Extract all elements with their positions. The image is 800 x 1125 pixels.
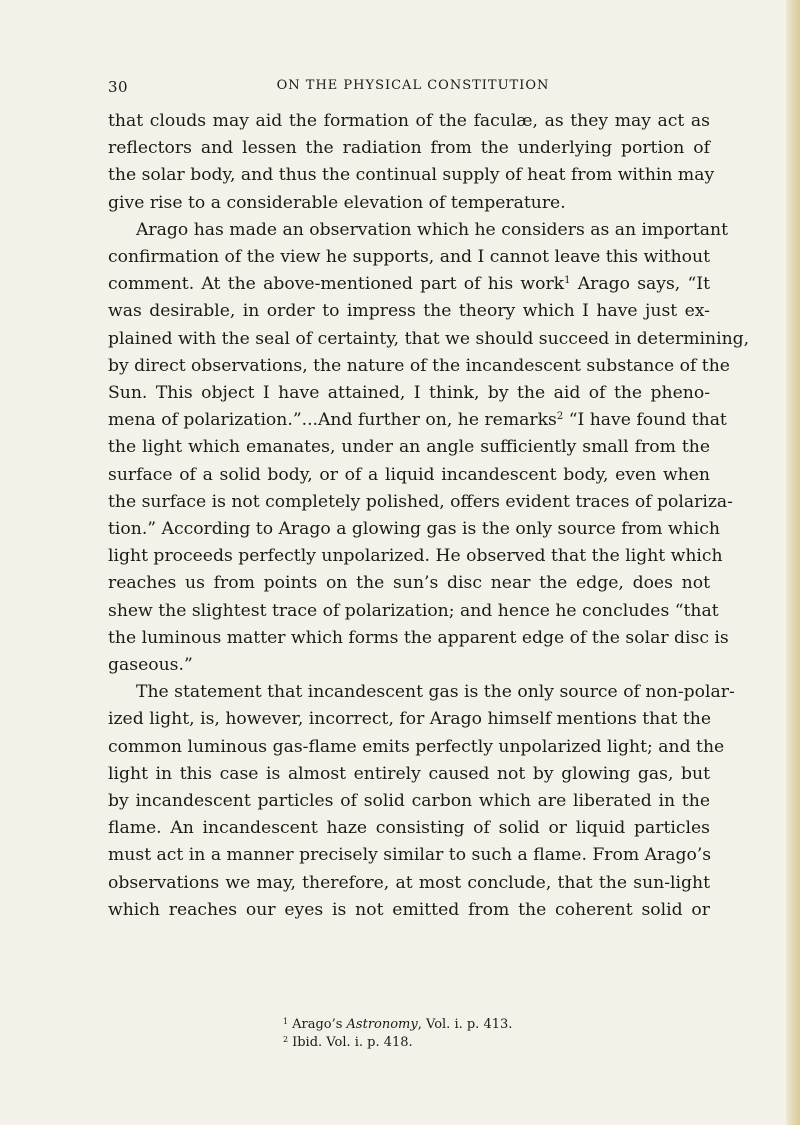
- text-line: the light which emanates, under an angle sufficiently small from the: [108, 437, 710, 458]
- text-line: gaseous.”: [108, 655, 193, 676]
- text-line: by direct observations, the nature of the incandescent substance of the: [108, 355, 730, 376]
- paragraph-start-line: Arago has made an observation which he considers as an important: [136, 219, 729, 240]
- text-line: common luminous gas-flame emits perfectly unpolarized light; and the: [108, 736, 725, 757]
- page-header: [108, 78, 718, 98]
- text-line: the luminous matter which forms the apparent edge of the solar disc is: [108, 627, 729, 648]
- text-line: must act in a manner precisely similar to such a flame. From Arago’s: [108, 845, 712, 866]
- page-number: 30: [108, 78, 129, 96]
- footnote-ref-2[interactable]: 2: [556, 411, 564, 423]
- text-line: Sun. This object I have attained, I think, by the aid of the pheno-: [108, 383, 710, 404]
- footnote-text: Ibid. Vol. i. p. 418.: [292, 1035, 413, 1050]
- text-line-with-footnote-ref: [108, 271, 710, 298]
- text-line: reflectors and lessen the radiation from the underlying portion of: [108, 138, 710, 159]
- text-line: which reaches our eyes is not emitted from the coherent solid or: [108, 899, 710, 920]
- footnote-text: , Vol. i. p. 413.: [417, 1017, 513, 1032]
- footnote-2: [283, 1034, 643, 1052]
- paragraph-start-line: The statement that incandescent gas is the only source of non-polar-: [136, 682, 735, 703]
- text-line: reaches us from points on the sun’s disc near the edge, does not: [108, 573, 710, 594]
- text-line: the surface is not completely polished, offers evident traces of polariza-: [108, 491, 733, 512]
- text-line: shew the slightest trace of polarization; and hence he concludes “that: [108, 600, 719, 621]
- text-line: confirmation of the view he supports, and I cannot leave this without: [108, 247, 710, 268]
- text-line: light proceeds perfectly unpolarized. He observed that the light which: [108, 546, 723, 567]
- text-line-with-footnote-ref: [108, 407, 727, 434]
- text-line: tion.” According to Arago a glowing gas is the only source from which: [108, 519, 720, 540]
- footnote-1: [283, 1016, 643, 1034]
- footnote-mark-2: 2: [283, 1035, 289, 1044]
- text-line: ized light, is, however, incorrect, for Arago himself mentions that the: [108, 709, 712, 730]
- text-line: by incandescent particles of solid carbon which are liberated in the: [108, 791, 710, 812]
- text-line: that clouds may aid the formation of the faculæ, as they may act as: [108, 111, 710, 131]
- footnote-book-title: Astronomy: [346, 1017, 418, 1032]
- body-text: [108, 108, 750, 924]
- text-line: surface of a solid body, or of a liquid incandescent body, even when: [108, 464, 710, 485]
- text-segment: comment. At the above-mentioned part of his work: [108, 274, 565, 295]
- text-line: flame. An incandescent haze consisting of solid or liquid particles: [108, 818, 710, 839]
- text-line: give rise to a considerable elevation of temperature.: [108, 192, 566, 213]
- text-line: was desirable, in order to impress the theory which I have just ex-: [108, 301, 710, 322]
- text-line: plained with the seal of certainty, that we should succeed in determining,: [108, 328, 750, 349]
- text-line: the solar body, and thus the continual supply of heat from within may: [108, 165, 715, 186]
- text-line: light in this case is almost entirely caused not by glowing gas, but: [108, 763, 710, 784]
- text-line: observations we may, therefore, at most conclude, that the sun-light: [108, 872, 710, 893]
- running-head: ON THE PHYSICAL CONSTITUTION: [276, 78, 550, 93]
- page-edge: [786, 0, 800, 1125]
- text-segment: Arago says, “It: [570, 274, 710, 295]
- footnotes: [283, 1016, 643, 1052]
- footnote-text: Arago’s: [292, 1017, 347, 1032]
- footnote-mark-1: 1: [283, 1017, 289, 1026]
- footnote-ref-1[interactable]: 1: [564, 275, 571, 287]
- text-segment: mena of polarization.”...And further on, he remarks: [108, 410, 557, 431]
- text-segment: “I have found that: [563, 410, 727, 431]
